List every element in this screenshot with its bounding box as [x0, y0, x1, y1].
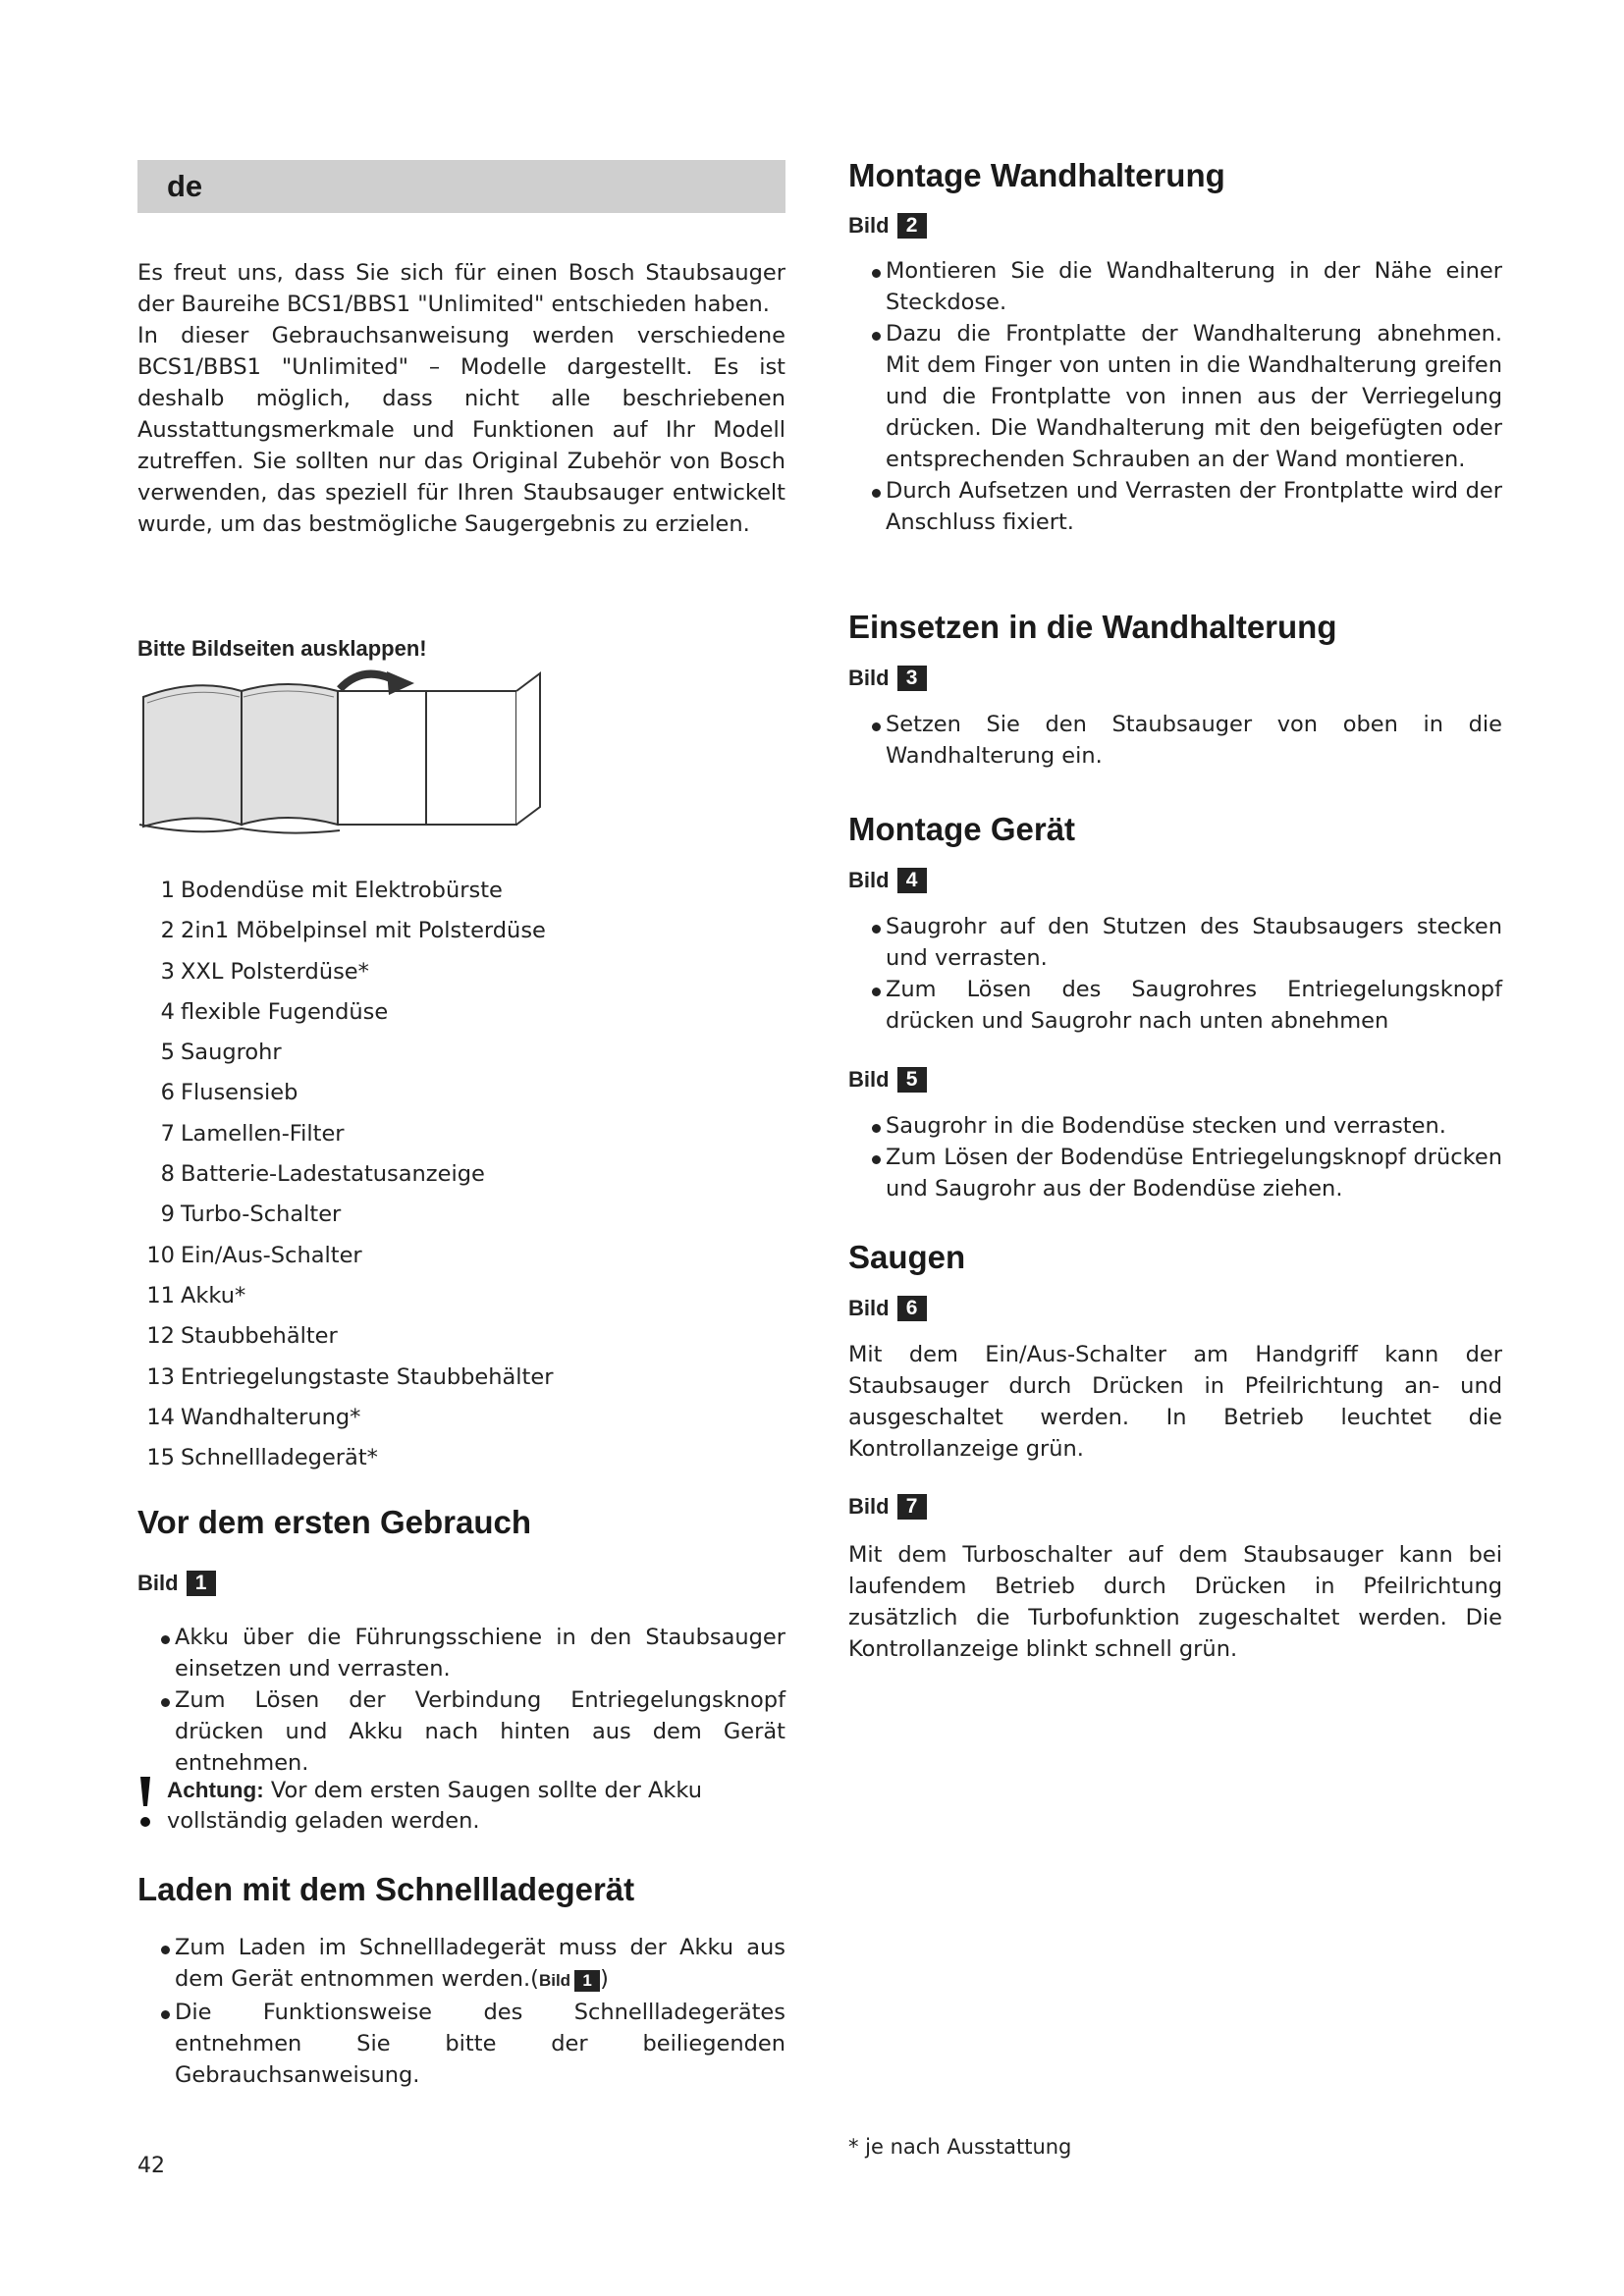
first-use-bullets [167, 1622, 785, 1779]
warning-note [137, 1775, 785, 1837]
figure-reference-7 [848, 1494, 927, 1520]
part-label: Ein/Aus-Schalter [181, 1242, 362, 1268]
part-number: 8 [160, 1161, 175, 1188]
part-number: 11 [146, 1282, 175, 1308]
figure-reference-1 [137, 1571, 216, 1596]
parts-list-item [137, 1442, 553, 1482]
page-number: 42 [137, 2154, 165, 2178]
parts-list-item [137, 1362, 553, 1402]
parts-list-item [137, 956, 553, 996]
list-item: Zum Lösen der Bodendüse Entriegelungsknopf drücken und Saugrohr aus der Bodendüse ziehen. [878, 1142, 1502, 1204]
bild-number-badge: 3 [897, 666, 927, 691]
vacuuming-text-6: Mit dem Ein/Aus-Schalter am Handgriff kann der Staubsauger durch Drücken in Pfeilrichtung an- und ausgeschaltet werden. In Betrieb leuchtet die Kontrollanzeige grün. [848, 1342, 1502, 1462]
charging-bullet-1-text: Zum Laden im Schnellladegerät muss der Akku aus dem Gerät entnommen werden.( [175, 1935, 785, 1992]
figure-reference-2 [848, 213, 927, 239]
part-label: Turbo-Schalter [181, 1201, 342, 1228]
vacuuming-heading: Saugen [848, 1239, 966, 1275]
language-bar: de [137, 160, 785, 213]
bild-number-badge: 1 [187, 1571, 216, 1596]
figure-reference-4 [848, 868, 927, 893]
figure-reference-3 [848, 666, 927, 691]
list-item: Die Funktionsweise des Schnellladegerätes entnehmen Sie bitte der beiliegenden Gebrauchsanweisung. [167, 1997, 785, 2091]
list-item: Saugrohr auf den Stutzen des Staubsaugers stecken und verrasten. [878, 911, 1502, 974]
part-label: Saugrohr [181, 1040, 282, 1066]
parts-list-item [137, 1320, 553, 1361]
warning-text [167, 1775, 785, 1837]
bild-label: Bild [137, 1571, 179, 1595]
part-label: XXL Polsterdüse* [181, 958, 369, 985]
intro [137, 257, 785, 540]
figure-reference-inline [539, 1965, 600, 1997]
part-label: Batterie-Ladestatusanzeige [181, 1161, 485, 1188]
intro-paragraph-2: In dieser Gebrauchsanweisung werden verschiedene BCS1/BBS1 "Unlimited" – Modelle dargestellt. Es ist deshalb möglich, dass nicht alle beschriebenen Ausstattungsmerkmale und Funktionen auf Ihr Modell zutreffen. Sie sollten nur das Original Zubehör von Bosch verwenden, das speziell für Ihren Staubsauger entwickelt wurde, um das bestmögliche Saugergebnis zu erzielen. [137, 323, 785, 537]
part-number: 10 [146, 1242, 175, 1268]
parts-list-item [137, 875, 553, 915]
list-item: Zum Lösen des Saugrohres Entriegelungsknopf drücken und Saugrohr nach unten abnehmen [878, 974, 1502, 1037]
list-item: Saugrohr in die Bodendüse stecken und verrasten. [878, 1110, 1502, 1142]
warning-body: Vor dem ersten Saugen sollte der Akku vollständig geladen werden. [167, 1778, 703, 1834]
wall-mount-bullets [878, 255, 1502, 538]
part-number: 13 [146, 1363, 175, 1390]
bild-number-badge: 4 [897, 868, 927, 893]
part-number: 4 [160, 998, 175, 1025]
part-number: 12 [146, 1323, 175, 1350]
insert-heading: Einsetzen in die Wandhalterung [848, 609, 1337, 645]
assembly-heading: Montage Gerät [848, 811, 1076, 847]
list-item: Montieren Sie die Wandhalterung in der Nähe einer Steckdose. [878, 255, 1502, 318]
charging-bullets [167, 1932, 785, 2091]
charging-bullet-1-end: ) [600, 1966, 609, 1992]
assembly-bullets-5 [878, 1110, 1502, 1204]
bild-label: Bild [848, 1296, 890, 1320]
bild-number-badge: 5 [897, 1067, 927, 1093]
parts-list-item [137, 915, 553, 955]
parts-list-item [137, 1199, 553, 1239]
part-number: 6 [160, 1080, 175, 1106]
part-number: 1 [160, 878, 175, 903]
part-label: 2in1 Möbelpinsel mit Polsterdüse [181, 918, 546, 944]
part-number: 15 [146, 1445, 175, 1471]
wall-mount-heading: Montage Wandhalterung [848, 157, 1225, 193]
exclamation-icon [137, 1777, 153, 1832]
parts-list-item [137, 996, 553, 1037]
figure-reference-5 [848, 1067, 927, 1093]
part-label: Bodendüse mit Elektrobürste [181, 878, 503, 903]
parts-list-item [137, 1158, 553, 1199]
vacuuming-text-7: Mit dem Turboschalter auf dem Staubsauger kann bei laufendem Betrieb durch Drücken in Pfeilrichtung zusätzlich die Turbofunktion zugeschaltet werden. Die Kontrollanzeige blinkt schnell grün. [848, 1542, 1502, 1662]
list-item: Setzen Sie den Staubsauger von oben in die Wandhalterung ein. [878, 709, 1502, 772]
part-number: 7 [160, 1120, 175, 1147]
part-label: Akku* [181, 1282, 246, 1308]
list-item [167, 1932, 785, 1997]
bild-number-badge: 1 [574, 1970, 600, 1992]
bild-label: Bild [538, 1971, 571, 1990]
part-label: Schnellladegerät* [181, 1445, 378, 1471]
figure-reference-6 [848, 1296, 927, 1321]
list-item: Dazu die Frontplatte der Wandhalterung abnehmen. Mit dem Finger von unten in die Wandhalterung greifen und die Frontplatte von innen aus der Verriegelung drücken. Die Wandhalterung mit den beigefügten oder entsprechenden Schrauben an der Wand montieren. [878, 318, 1502, 475]
part-label: Staubbehälter [181, 1323, 338, 1350]
parts-list-item [137, 1037, 553, 1077]
bild-label: Bild [848, 868, 890, 892]
parts-list-item [137, 1402, 553, 1442]
warning-label: Achtung: [167, 1778, 264, 1802]
list-item: Durch Aufsetzen und Verrasten der Frontplatte wird der Anschluss fixiert. [878, 475, 1502, 538]
intro-paragraph-1: Es freut uns, dass Sie sich für einen Bosch Staubsauger der Baureihe BCS1/BBS1 "Unlimited" entschieden haben. [137, 260, 785, 317]
assembly-bullets-4 [878, 911, 1502, 1037]
parts-list-item [137, 1240, 553, 1280]
part-number: 3 [160, 958, 175, 985]
parts-list [137, 875, 553, 1482]
part-number: 5 [160, 1040, 175, 1066]
part-label: Entriegelungstaste Staubbehälter [181, 1363, 554, 1390]
bild-label: Bild [848, 1067, 890, 1092]
part-number: 14 [146, 1404, 175, 1430]
first-use-heading: Vor dem ersten Gebrauch [137, 1504, 532, 1540]
bild-label: Bild [848, 1494, 890, 1519]
insert-bullets [878, 709, 1502, 772]
bild-label: Bild [848, 213, 890, 238]
bild-number-badge: 6 [897, 1296, 927, 1321]
part-number: 9 [160, 1201, 175, 1228]
bild-number-badge: 2 [897, 213, 927, 239]
part-label: flexible Fugendüse [181, 998, 389, 1025]
part-number: 2 [160, 918, 175, 944]
part-label: Lamellen-Filter [181, 1120, 345, 1147]
bild-label: Bild [848, 666, 890, 690]
footnote: * je nach Ausstattung [848, 2135, 1072, 2159]
fold-out-pages-illustration [137, 667, 550, 844]
list-item: Zum Lösen der Verbindung Entriegelungsknopf drücken und Akku nach hinten aus dem Gerät entnehmen. [167, 1684, 785, 1779]
list-item: Akku über die Führungsschiene in den Staubsauger einsetzen und verrasten. [167, 1622, 785, 1684]
parts-list-item [137, 1077, 553, 1117]
part-label: Flusensieb [181, 1080, 298, 1106]
parts-list-item [137, 1280, 553, 1320]
parts-list-item [137, 1118, 553, 1158]
fold-out-note: Bitte Bildseiten ausklappen! [137, 636, 427, 661]
charging-heading: Laden mit dem Schnellladegerät [137, 1871, 635, 1907]
bild-number-badge: 7 [897, 1494, 927, 1520]
part-label: Wandhalterung* [181, 1404, 361, 1430]
